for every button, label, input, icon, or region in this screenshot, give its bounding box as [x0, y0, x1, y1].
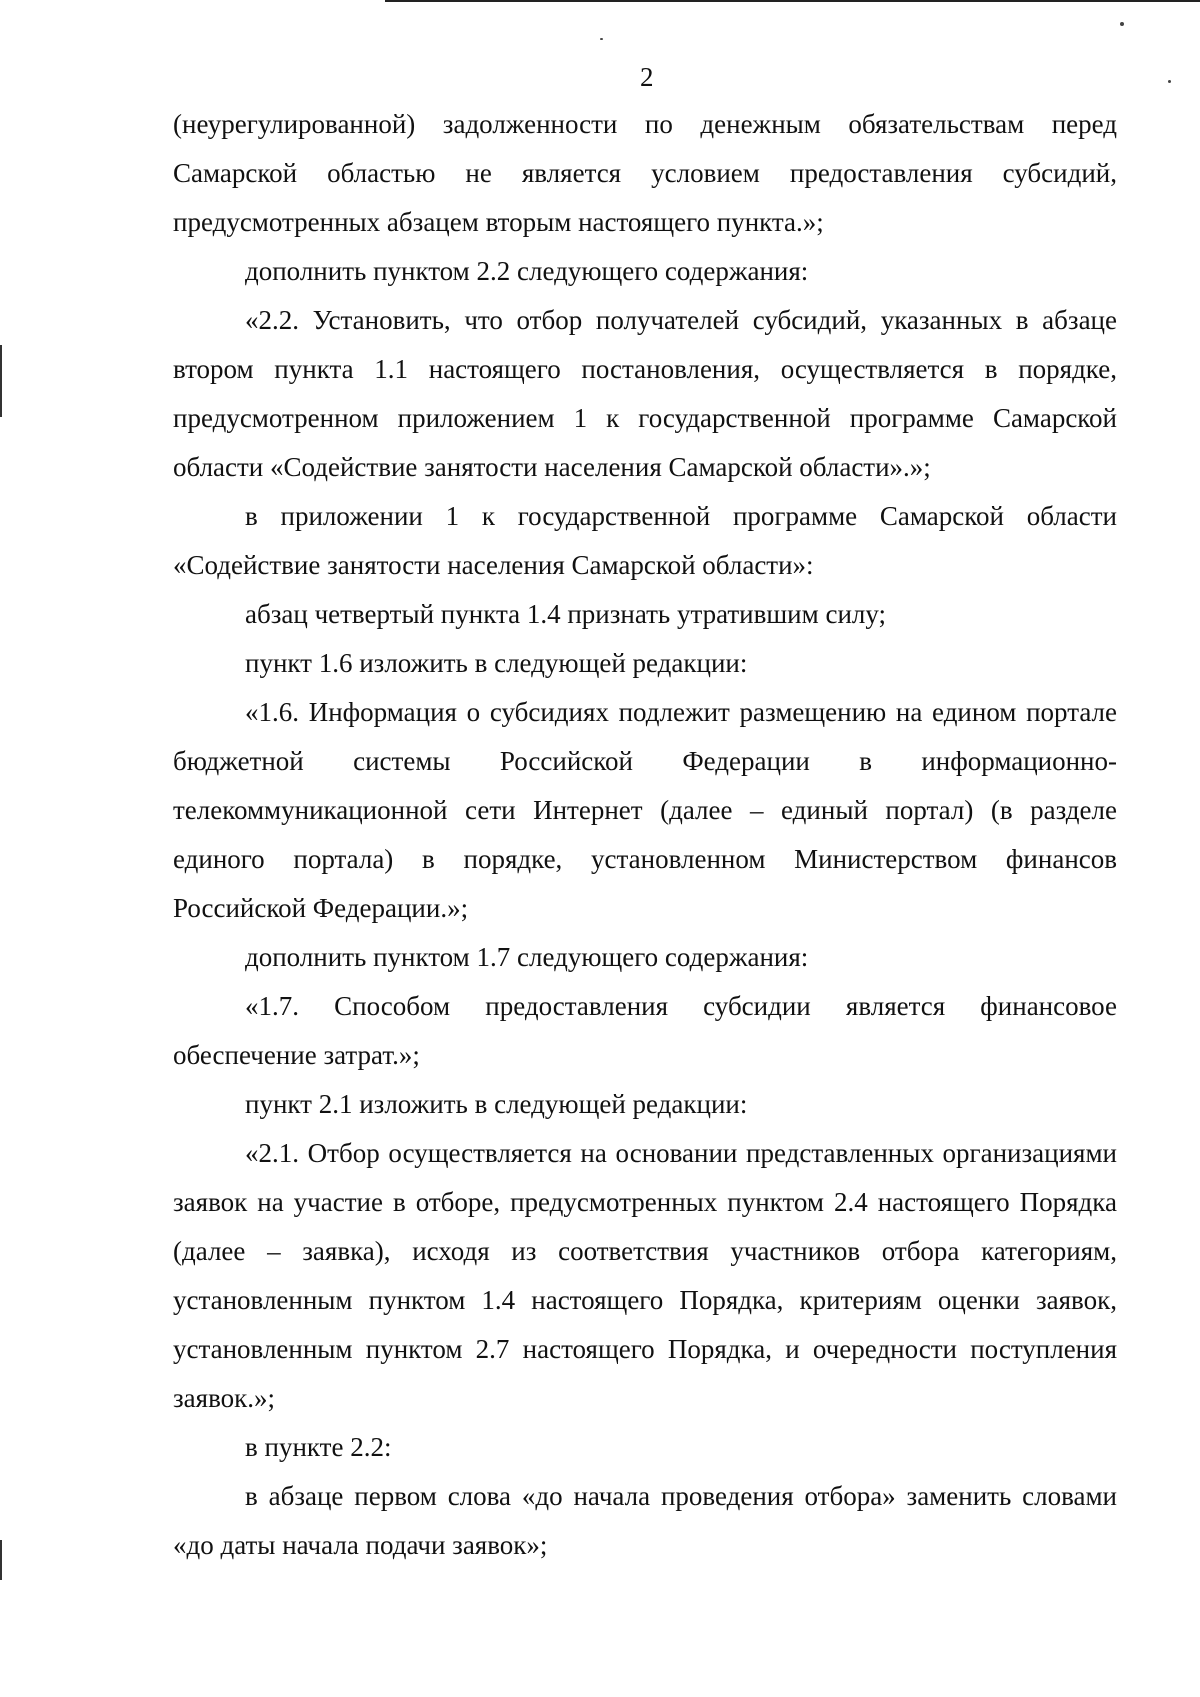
document-body — [173, 100, 1117, 1570]
paragraph: «2.2. Установить, что отбор получателей субсидий, указанных в абзаце втором пункта 1.1 настоящего постановления, осуществляется в порядке, предусмотренном приложением 1 к государственной программе Самарской области «Содействие занятости населения Самарской области».»; — [173, 305, 1117, 482]
paragraph: (неурегулированной) задолженности по денежным обязательствам перед Самарской областью не является условием предоставления субсидий, предусмотренных абзацем вторым настоящего пункта.»; — [173, 109, 1117, 237]
paragraph: «2.1. Отбор осуществляется на основании представленных организациями заявок на участие в отборе, предусмотренных пунктом 2.4 настоящего Порядка (далее – заявка), исходя из соответствия участников отбора категориям, установленным пунктом 1.4 настоящего Порядка, критериям оценки заявок, установленным пунктом 2.7 настоящего Порядка, и очередности поступления заявок.»; — [173, 1138, 1117, 1413]
page-number: 2 — [640, 62, 654, 92]
scan-edge-mark — [0, 345, 2, 417]
paragraph: в пункте 2.2: — [245, 1432, 392, 1462]
paragraph: в абзаце первом слова «до начала проведения отбора» заменить словами «до даты начала подачи заявок»; — [173, 1481, 1117, 1560]
scan-speck — [1168, 80, 1171, 83]
paragraph: абзац четвертый пункта 1.4 признать утратившим силу; — [245, 599, 887, 629]
top-border-line — [385, 0, 1200, 2]
paragraph: пункт 2.1 изложить в следующей редакции: — [245, 1089, 748, 1119]
scan-edge-mark — [0, 1540, 2, 1580]
paragraph: «1.7. Способом предоставления субсидии является финансовое обеспечение затрат.»; — [173, 991, 1117, 1070]
paragraph: «1.6. Информация о субсидиях подлежит размещению на едином портале бюджетной системы Российской Федерации в информационно-телекоммуникационной сети Интернет (далее – единый портал) (в разделе единого портала) в порядке, установленном Министерством финансов Российской Федерации.»; — [173, 697, 1117, 923]
scan-speck — [1120, 22, 1124, 26]
paragraph: пункт 1.6 изложить в следующей редакции: — [245, 648, 748, 678]
paragraph: дополнить пунктом 2.2 следующего содержания: — [245, 256, 809, 286]
scan-speck — [600, 38, 603, 40]
paragraph: в приложении 1 к государственной программе Самарской области «Содействие занятости населения Самарской области»: — [173, 501, 1117, 580]
paragraph: дополнить пунктом 1.7 следующего содержания: — [245, 942, 809, 972]
